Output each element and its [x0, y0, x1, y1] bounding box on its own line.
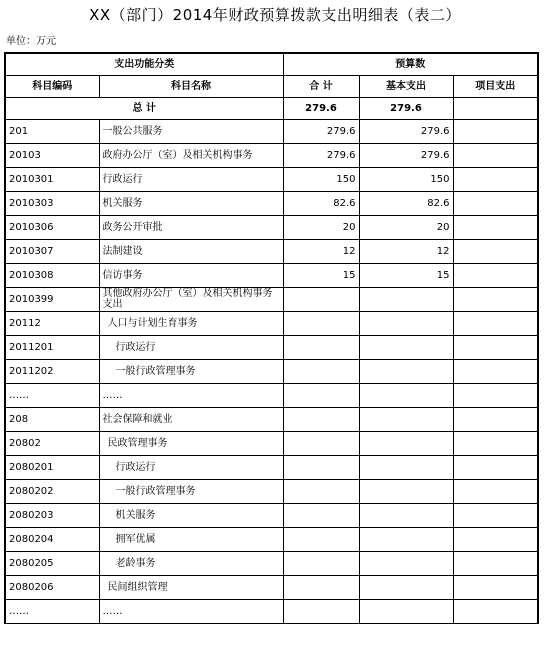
row-total	[283, 383, 359, 407]
row-project	[453, 191, 538, 215]
unit-label: 单位：万元	[6, 36, 56, 47]
row-project	[453, 551, 538, 575]
row-total	[283, 335, 359, 359]
row-name: ……	[99, 383, 283, 407]
row-basic	[359, 359, 453, 383]
table-row	[5, 407, 538, 431]
table-row	[5, 527, 538, 551]
row-total	[283, 431, 359, 455]
row-project	[453, 455, 538, 479]
row-basic	[359, 407, 453, 431]
row-name: 民间组织管理	[99, 575, 283, 599]
row-name: 机关服务	[99, 191, 283, 215]
table-row	[5, 359, 538, 383]
table-row	[5, 167, 538, 191]
row-name: 人口与计划生育事务	[99, 311, 283, 335]
row-project	[453, 503, 538, 527]
row-basic	[359, 479, 453, 503]
row-total	[283, 311, 359, 335]
table-row	[5, 287, 538, 311]
header-total: 合 计	[283, 75, 359, 97]
row-code: 2010307	[5, 239, 99, 263]
header-basic: 基本支出	[359, 75, 453, 97]
row-project	[453, 407, 538, 431]
row-project	[453, 575, 538, 599]
header-function-class: 支出功能分类	[5, 53, 283, 75]
row-total	[283, 479, 359, 503]
row-code: 2080206	[5, 575, 99, 599]
row-basic	[359, 575, 453, 599]
row-basic: 12	[359, 239, 453, 263]
row-name: 一般公共服务	[99, 119, 283, 143]
row-name: 拥军优属	[99, 527, 283, 551]
row-code: 20802	[5, 431, 99, 455]
row-code: 2010308	[5, 263, 99, 287]
row-name: ……	[99, 599, 283, 623]
row-total	[283, 575, 359, 599]
row-name: 其他政府办公厅（室）及相关机构事务支出	[99, 287, 283, 311]
row-project	[453, 143, 538, 167]
row-basic: 15	[359, 263, 453, 287]
row-total	[283, 455, 359, 479]
row-name: 政府办公厅（室）及相关机构事务	[99, 143, 283, 167]
row-code: 2080204	[5, 527, 99, 551]
row-basic: 82.6	[359, 191, 453, 215]
row-code: 2080202	[5, 479, 99, 503]
budget-table	[4, 52, 539, 624]
header-row-2	[5, 75, 538, 97]
row-basic	[359, 551, 453, 575]
row-name: 行政运行	[99, 167, 283, 191]
summary-basic: 279.6	[359, 97, 453, 119]
row-name: 民政管理事务	[99, 431, 283, 455]
row-name: 老龄事务	[99, 551, 283, 575]
table-row	[5, 215, 538, 239]
row-basic: 20	[359, 215, 453, 239]
table-row	[5, 239, 538, 263]
row-total: 15	[283, 263, 359, 287]
row-basic	[359, 311, 453, 335]
row-project	[453, 263, 538, 287]
row-project	[453, 431, 538, 455]
row-basic: 150	[359, 167, 453, 191]
row-name: 政务公开审批	[99, 215, 283, 239]
row-code: 2011201	[5, 335, 99, 359]
row-name: 行政运行	[99, 335, 283, 359]
table-row	[5, 479, 538, 503]
row-code: 20103	[5, 143, 99, 167]
row-total	[283, 551, 359, 575]
table-row	[5, 263, 538, 287]
row-code: ……	[5, 383, 99, 407]
table-row	[5, 551, 538, 575]
table-row	[5, 503, 538, 527]
row-name: 一般行政管理事务	[99, 479, 283, 503]
row-project	[453, 335, 538, 359]
row-total	[283, 407, 359, 431]
table-row	[5, 455, 538, 479]
table-row	[5, 119, 538, 143]
row-code: 2080205	[5, 551, 99, 575]
table-row	[5, 311, 538, 335]
row-project	[453, 527, 538, 551]
row-project	[453, 311, 538, 335]
row-project	[453, 359, 538, 383]
row-basic: 279.6	[359, 119, 453, 143]
row-total: 12	[283, 239, 359, 263]
row-total	[283, 599, 359, 623]
row-project	[453, 119, 538, 143]
row-code: 2010399	[5, 287, 99, 311]
row-code: 2011202	[5, 359, 99, 383]
row-code: 20112	[5, 311, 99, 335]
header-code: 科目编码	[5, 75, 99, 97]
table-row	[5, 599, 538, 623]
row-total	[283, 287, 359, 311]
row-code: ……	[5, 599, 99, 623]
row-total: 279.6	[283, 143, 359, 167]
header-name: 科目名称	[99, 75, 283, 97]
row-basic	[359, 599, 453, 623]
row-basic	[359, 503, 453, 527]
row-total: 150	[283, 167, 359, 191]
table-row	[5, 575, 538, 599]
row-project	[453, 599, 538, 623]
row-code: 201	[5, 119, 99, 143]
row-total	[283, 503, 359, 527]
row-basic	[359, 383, 453, 407]
page-title: XX（部门）2014年财政预算拨款支出明细表（表二）	[89, 6, 461, 24]
row-project	[453, 239, 538, 263]
row-total	[283, 527, 359, 551]
row-total: 279.6	[283, 119, 359, 143]
row-code: 2080201	[5, 455, 99, 479]
row-basic	[359, 335, 453, 359]
row-code: 2010306	[5, 215, 99, 239]
summary-project	[453, 97, 538, 119]
table-row	[5, 383, 538, 407]
row-basic	[359, 431, 453, 455]
row-name: 法制建设	[99, 239, 283, 263]
row-name: 社会保障和就业	[99, 407, 283, 431]
header-project: 项目支出	[453, 75, 538, 97]
row-project	[453, 167, 538, 191]
table-row	[5, 335, 538, 359]
row-code: 208	[5, 407, 99, 431]
row-total	[283, 359, 359, 383]
row-total: 82.6	[283, 191, 359, 215]
summary-label: 总 计	[5, 97, 283, 119]
table-row	[5, 191, 538, 215]
row-code: 2080203	[5, 503, 99, 527]
summary-total: 279.6	[283, 97, 359, 119]
row-basic: 279.6	[359, 143, 453, 167]
summary-row	[5, 97, 538, 119]
row-total: 20	[283, 215, 359, 239]
row-code: 2010301	[5, 167, 99, 191]
row-code: 2010303	[5, 191, 99, 215]
table-row	[5, 431, 538, 455]
table-row	[5, 143, 538, 167]
header-budget: 预算数	[283, 53, 538, 75]
row-project	[453, 215, 538, 239]
row-name: 信访事务	[99, 263, 283, 287]
row-project	[453, 479, 538, 503]
row-name: 行政运行	[99, 455, 283, 479]
header-row-1	[5, 53, 538, 75]
row-basic	[359, 455, 453, 479]
row-basic	[359, 527, 453, 551]
row-name: 一般行政管理事务	[99, 359, 283, 383]
row-project	[453, 383, 538, 407]
row-project	[453, 287, 538, 311]
row-basic	[359, 287, 453, 311]
row-name: 机关服务	[99, 503, 283, 527]
